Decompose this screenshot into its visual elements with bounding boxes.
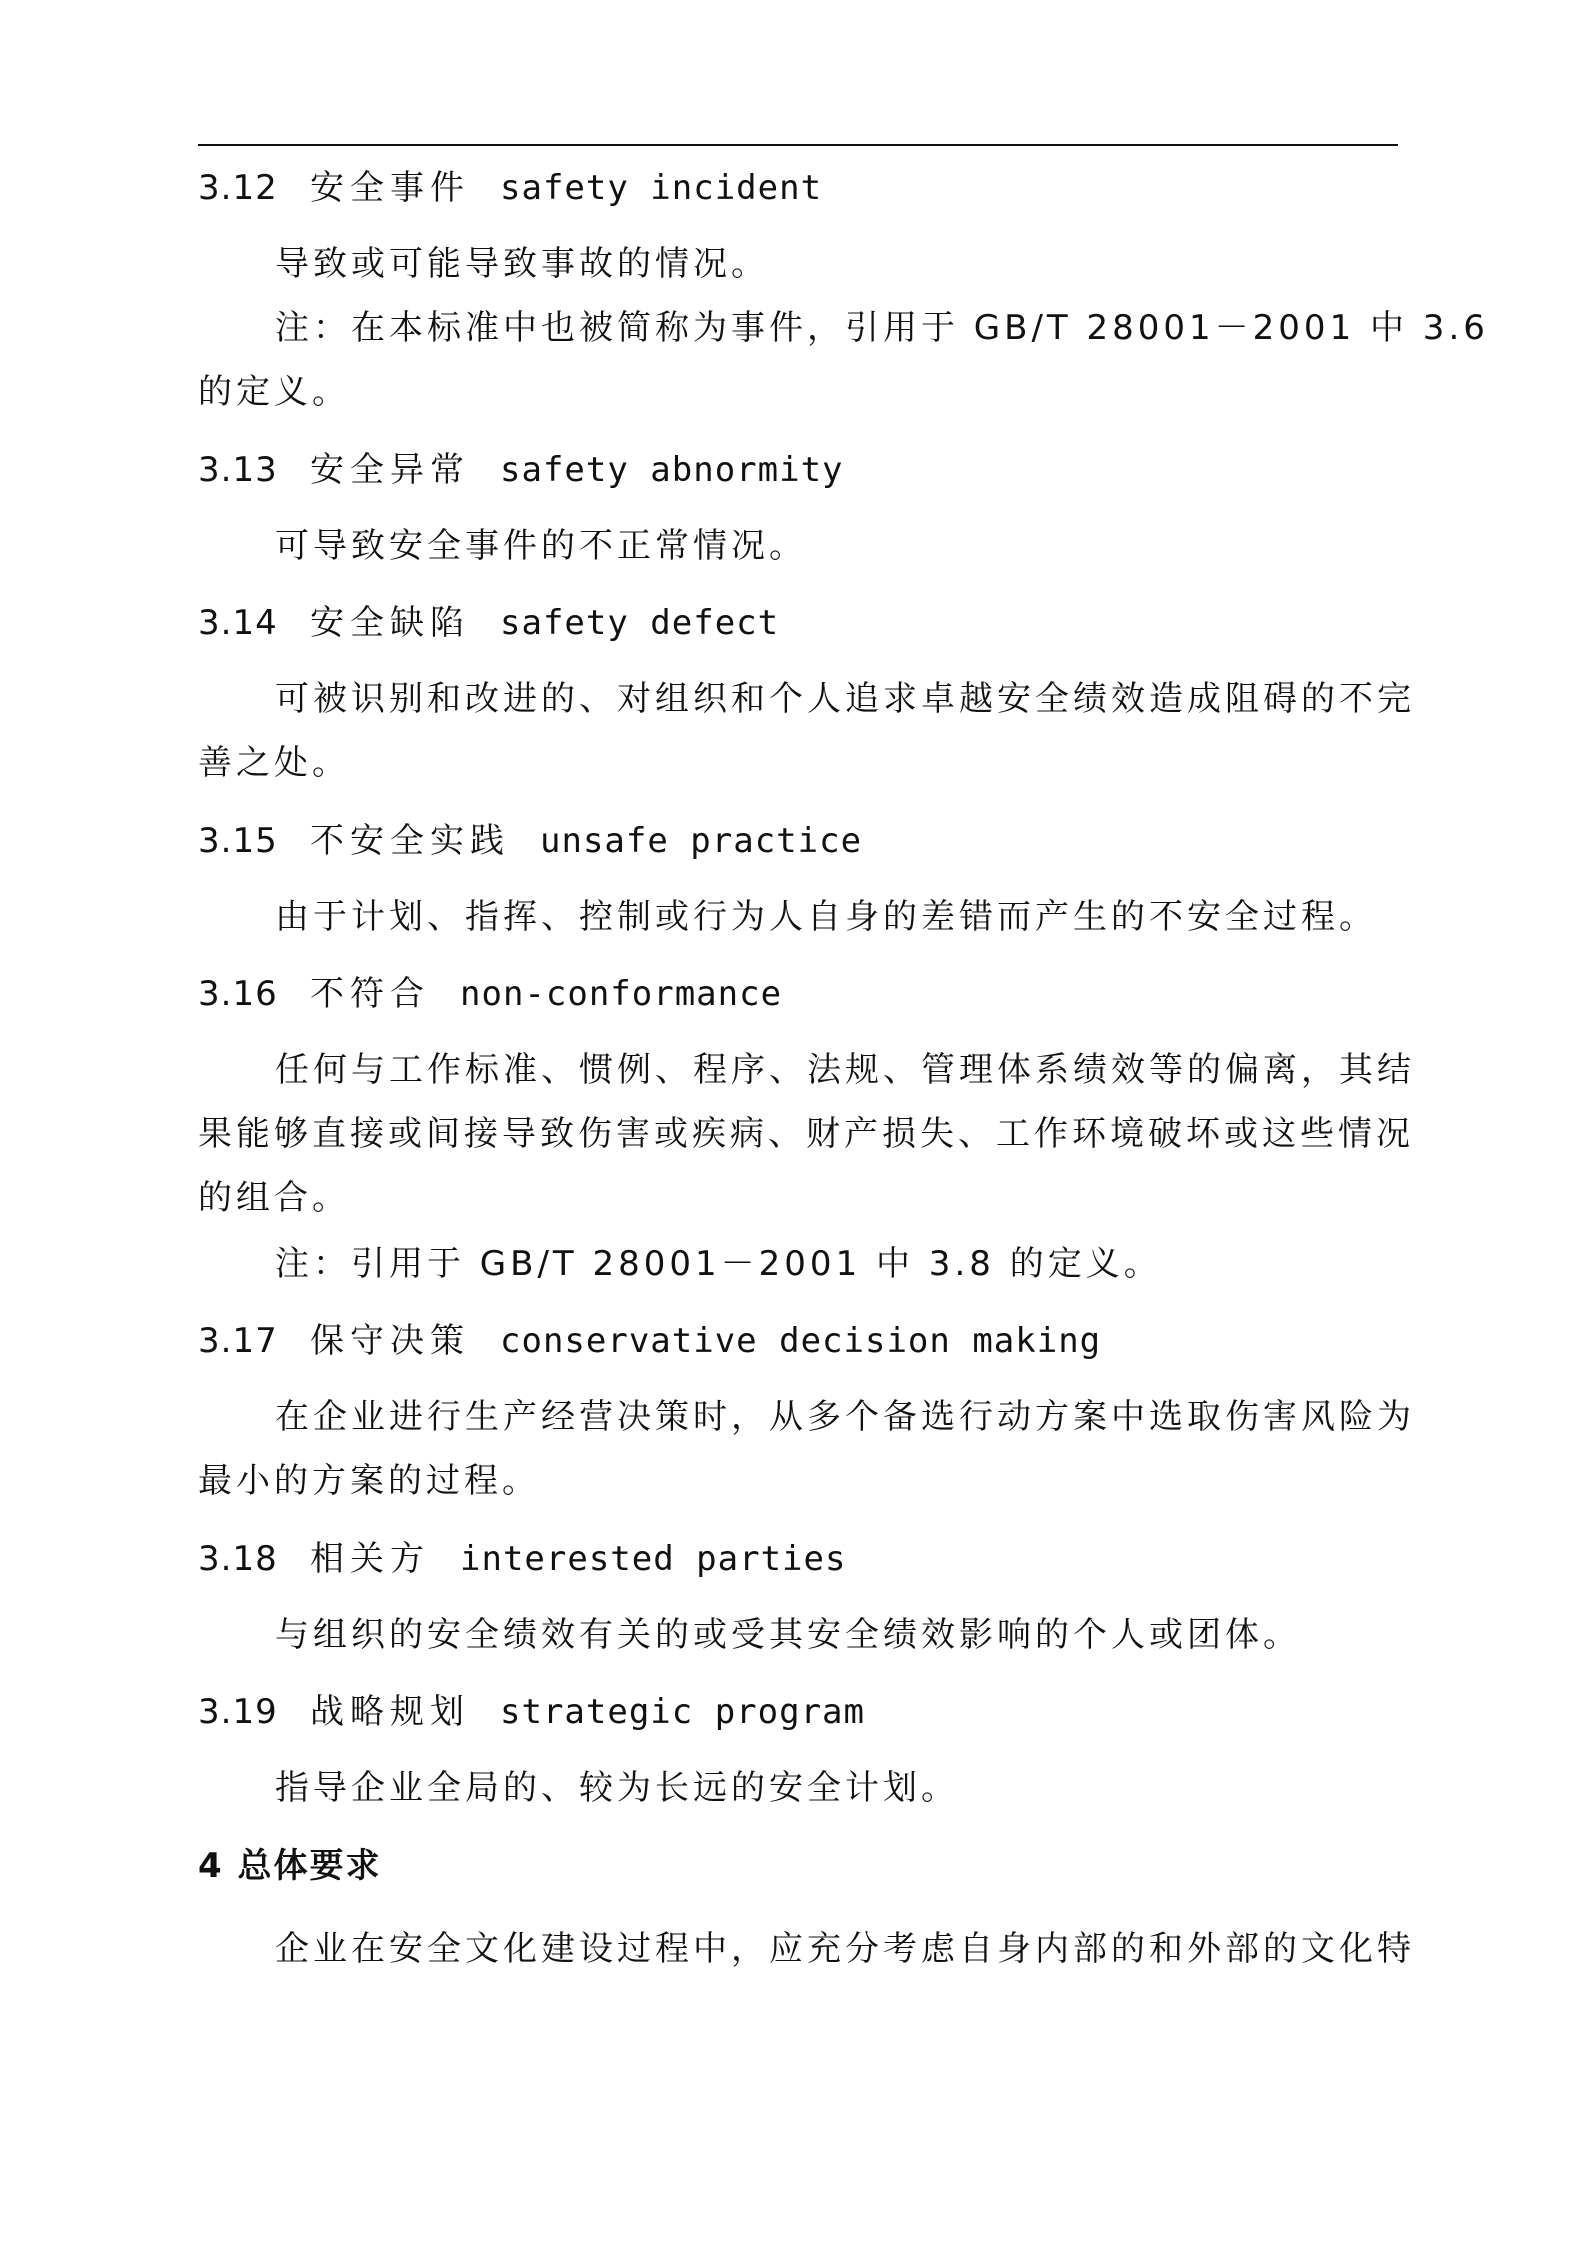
term-3-16-note: 注：引用于 GB/T 28001－2001 中 3.8 的定义。 — [275, 1244, 1162, 1284]
term-number: 3.17 — [198, 1321, 278, 1361]
header-rule — [198, 144, 1398, 146]
term-3-13-heading — [198, 447, 1398, 493]
term-3-18-heading — [198, 1536, 1398, 1582]
term-english: non-conformance — [460, 974, 783, 1014]
term-number: 3.12 — [198, 168, 278, 208]
term-chinese: 不符合 — [310, 974, 430, 1014]
term-3-16-definition-line-3: 的组合。 — [198, 1178, 350, 1218]
term-chinese: 安全缺陷 — [310, 603, 470, 643]
term-3-14-heading — [198, 600, 1398, 646]
term-3-15-heading — [198, 818, 1398, 864]
term-3-13-definition: 可导致安全事件的不正常情况。 — [275, 526, 807, 566]
term-english: safety abnormity — [500, 450, 844, 490]
term-number: 3.13 — [198, 450, 278, 490]
term-english: safety defect — [500, 603, 780, 643]
term-3-12-note-line-2: 的定义。 — [198, 372, 350, 412]
term-3-16-heading — [198, 971, 1398, 1017]
term-3-19-heading — [198, 1689, 1398, 1735]
term-english: strategic program — [500, 1692, 865, 1732]
term-number: 3.18 — [198, 1539, 278, 1579]
term-number: 3.16 — [198, 974, 278, 1014]
section-4-title: 4 总体要求 — [198, 1846, 382, 1886]
term-3-17-definition-line-2: 最小的方案的过程。 — [198, 1461, 540, 1501]
term-english: unsafe practice — [540, 821, 863, 861]
term-chinese: 安全异常 — [310, 450, 470, 490]
term-3-19-definition: 指导企业全局的、较为长远的安全计划。 — [275, 1768, 959, 1808]
term-3-17-heading — [198, 1318, 1398, 1364]
term-3-15-definition: 由于计划、指挥、控制或行为人自身的差错而产生的不安全过程。 — [275, 897, 1377, 937]
term-number: 3.15 — [198, 821, 278, 861]
term-3-16-definition-line-1: 任何与工作标准、惯例、程序、法规、管理体系绩效等的偏离，其结 — [275, 1050, 1415, 1090]
term-chinese: 相关方 — [310, 1539, 430, 1579]
term-english: interested parties — [460, 1539, 847, 1579]
term-chinese: 战略规划 — [310, 1692, 470, 1732]
term-chinese: 保守决策 — [310, 1321, 470, 1361]
term-english: safety incident — [500, 168, 823, 208]
section-4-paragraph: 企业在安全文化建设过程中，应充分考虑自身内部的和外部的文化特 — [275, 1929, 1415, 1969]
term-number: 3.19 — [198, 1692, 278, 1732]
term-3-17-definition-line-1: 在企业进行生产经营决策时，从多个备选行动方案中选取伤害风险为 — [275, 1397, 1415, 1437]
term-number: 3.14 — [198, 603, 278, 643]
term-chinese: 不安全实践 — [310, 821, 510, 861]
term-3-18-definition: 与组织的安全绩效有关的或受其安全绩效影响的个人或团体。 — [275, 1615, 1301, 1655]
term-3-14-definition-line-1: 可被识别和改进的、对组织和个人追求卓越安全绩效造成阻碍的不完 — [275, 679, 1415, 719]
term-3-12-note-line-1: 注：在本标准中也被简称为事件，引用于 GB/T 28001－2001 中 3.6 — [275, 308, 1489, 348]
term-3-14-definition-line-2: 善之处。 — [198, 743, 350, 783]
term-english: conservative decision making — [500, 1321, 1102, 1361]
term-chinese: 安全事件 — [310, 168, 470, 208]
term-3-12-definition: 导致或可能导致事故的情况。 — [275, 244, 769, 284]
term-3-12-heading — [198, 165, 1398, 211]
term-3-16-definition-line-2: 果能够直接或间接导致伤害或疾病、财产损失、工作环境破坏或这些情况 — [198, 1114, 1414, 1154]
